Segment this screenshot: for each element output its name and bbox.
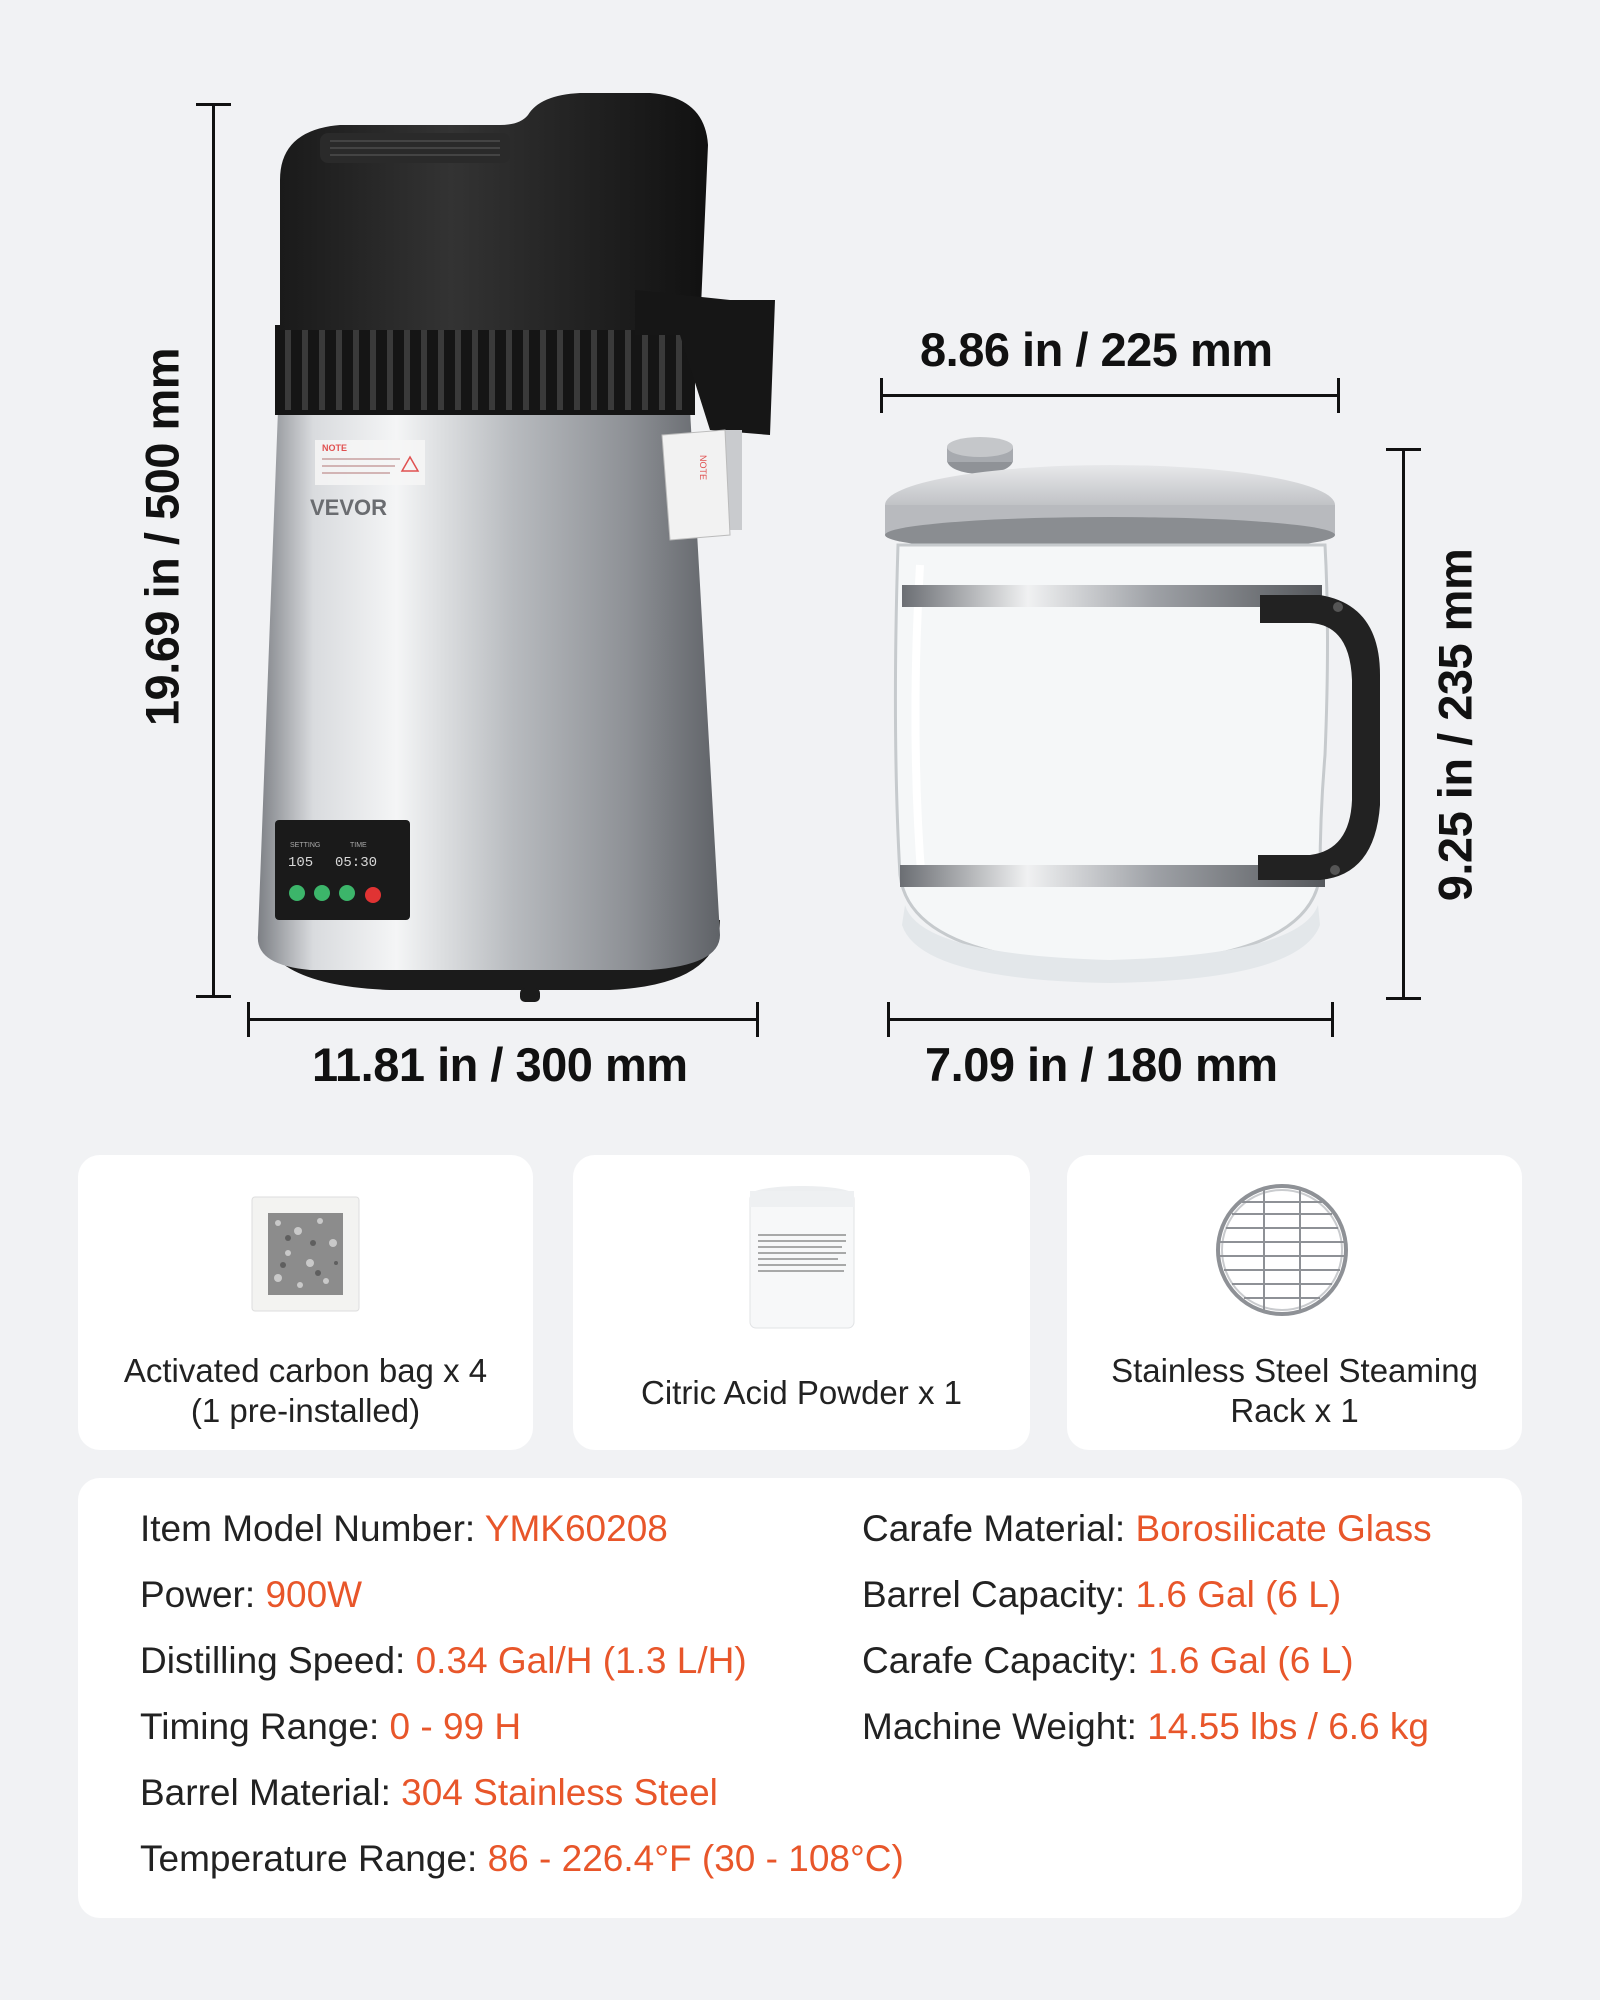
accessory-card-citric-acid — [573, 1155, 1030, 1450]
carafe-top-width-line — [880, 394, 1340, 397]
svg-text:05:30: 05:30 — [335, 855, 378, 871]
carafe-base-width-line — [887, 1018, 1334, 1021]
distiller-height-line — [212, 103, 215, 998]
svg-text:SETTING: SETTING — [290, 842, 321, 849]
spec-carafe-material: Carafe Material: Borosilicate Glass — [862, 1508, 1432, 1549]
svg-text:TIME: TIME — [350, 842, 367, 849]
spec-carafe-capacity: Carafe Capacity: 1.6 Gal (6 L) — [862, 1640, 1354, 1681]
glass-carafe-image — [880, 435, 1390, 995]
spec-barrel-material: Barrel Material: 304 Stainless Steel — [140, 1772, 718, 1813]
spec-power: Power: 900W — [140, 1574, 363, 1615]
spec-distilling-speed: Distilling Speed: 0.34 Gal/H (1.3 L/H) — [140, 1640, 747, 1681]
carafe-height-label: 9.25 in / 235 mm — [1428, 548, 1482, 902]
water-distiller-image — [250, 85, 790, 1010]
brand-logo: VEVOR — [310, 495, 388, 520]
accessory-caption: Citric Acid Powder x 1 — [641, 1374, 962, 1411]
distiller-width-label: 11.81 in / 300 mm — [312, 1038, 688, 1091]
distiller-width-line — [247, 1018, 759, 1021]
spec-temperature-range: Temperature Range: 86 - 226.4°F (30 - 108°C) — [140, 1838, 904, 1879]
carafe-top-width-label: 8.86 in / 225 mm — [920, 323, 1273, 376]
carafe-height-line — [1402, 448, 1405, 1000]
spec-barrel-capacity: Barrel Capacity: 1.6 Gal (6 L) — [862, 1574, 1342, 1615]
accessory-caption: Activated carbon bag x 4 (1 pre-installed) — [123, 1352, 488, 1429]
svg-text:NOTE: NOTE — [322, 443, 348, 453]
svg-text:NOTE: NOTE — [698, 455, 708, 481]
carafe-base-width-label: 7.09 in / 180 mm — [925, 1038, 1278, 1091]
spec-item-model-number: Item Model Number: YMK60208 — [140, 1508, 668, 1549]
svg-text:105: 105 — [288, 855, 314, 871]
specifications-card — [78, 1478, 1522, 1918]
citric-acid-jar-icon — [746, 1183, 858, 1333]
spec-machine-weight: Machine Weight: 14.55 lbs / 6.6 kg — [862, 1706, 1429, 1747]
carbon-bag-icon — [248, 1193, 363, 1315]
steaming-rack-icon — [1212, 1180, 1352, 1320]
accessory-card-carbon-bag — [78, 1155, 533, 1450]
accessory-card-steaming-rack — [1067, 1155, 1522, 1450]
spec-timing-range: Timing Range: 0 - 99 H — [140, 1706, 522, 1747]
accessory-caption: Stainless Steel Steaming Rack x 1 — [1111, 1352, 1478, 1429]
distiller-height-label: 19.69 in / 500 mm — [135, 347, 189, 727]
